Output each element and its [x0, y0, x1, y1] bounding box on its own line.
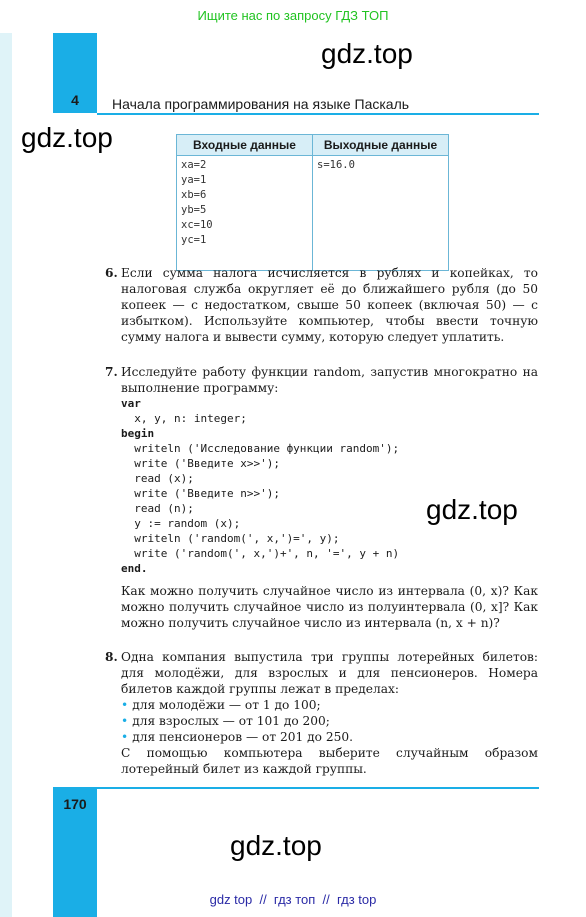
input-cell	[177, 156, 313, 271]
task-6	[105, 265, 538, 345]
bullet-item	[121, 729, 538, 745]
bullet-icon: •	[121, 730, 129, 744]
task-7-question	[121, 583, 538, 631]
input-line: yc=1	[181, 234, 207, 246]
question-text: Как можно получить случайное число из интервала (0, x)? Как можно получить случайное число из полуинтервала (0, x]? Как можно получить случайное число из интервала (n, x + n)?	[121, 584, 538, 630]
bullet-icon: •	[121, 698, 129, 712]
output-header: Выходные данные	[313, 135, 449, 156]
bullet-icon: •	[121, 714, 129, 728]
footer-rule	[97, 787, 539, 789]
input-header: Входные данные	[177, 135, 313, 156]
io-table	[176, 134, 449, 271]
task-intro: Исследуйте работу функции random, запустив многократно на выполнение программу:	[121, 365, 538, 395]
task-intro: Одна компания выпустила три группы лотерейных билетов: для молодёжи, для взрослых и для пенсионеров. Номера билетов каждой группы лежат в пределах:	[121, 650, 538, 696]
bullet-text: для взрослых — от 101 до 200;	[132, 714, 330, 728]
code-line: write ('random(', x,')+', n, '=', y + n)	[121, 547, 400, 560]
page-number: 170	[63, 796, 87, 812]
code-line: x, y, n: integer;	[121, 412, 247, 425]
input-line: xc=10	[181, 219, 213, 231]
code-line: var	[121, 397, 141, 410]
chapter-title: Начала программирования на языке Паскаль	[112, 96, 410, 112]
task-outro: С помощью компьютера выберите случайным образом лотерейный билет из каждой группы.	[121, 746, 538, 776]
input-line: ya=1	[181, 174, 207, 186]
watermark: gdz.top	[230, 830, 322, 861]
code-line: write ('Введите n>>');	[121, 487, 280, 500]
output-line: s=16.0	[317, 159, 355, 171]
code-line: read (n);	[121, 502, 194, 515]
watermark: gdz.top	[321, 38, 413, 69]
output-cell	[313, 156, 449, 271]
input-line: xb=6	[181, 189, 207, 201]
task-number: 7.	[105, 365, 118, 379]
task-number: 8.	[105, 650, 118, 664]
code-block	[121, 396, 399, 576]
watermark: gdz.top	[21, 122, 113, 153]
watermark: gdz.top	[426, 494, 518, 525]
left-margin-strip	[0, 33, 12, 917]
code-line: read (x);	[121, 472, 194, 485]
bullet-item	[121, 713, 538, 729]
code-line: end.	[121, 562, 148, 575]
task-number: 6.	[105, 266, 118, 280]
footer-links[interactable]: gdz top // гдз топ // гдз top	[209, 892, 377, 907]
task-text: Если сумма налога исчисляется в рублях и копейках, то налоговая служба округляет её до ближайшего рубля (до 50 копеек — с недостатком, свыше 50 копеек (включая 50) — с избытком). Используйте компьютер, чтобы ввести точную сумму налога и вывести сумму, которую следует уплатить.	[121, 266, 538, 344]
input-line: xa=2	[181, 159, 207, 171]
task-7	[105, 364, 538, 396]
code-line: writeln ('random(', x,')=', y);	[121, 532, 340, 545]
bullet-text: для молодёжи — от 1 до 100;	[132, 698, 321, 712]
code-line: write ('Введите x>>');	[121, 457, 280, 470]
code-line: y := random (x);	[121, 517, 241, 530]
top-banner[interactable]: Ищите нас по запросу ГДЗ ТОП	[197, 8, 389, 23]
chapter-number: 4	[71, 92, 79, 108]
bullet-text: для пенсионеров — от 201 до 250.	[132, 730, 353, 744]
bullet-item	[121, 697, 538, 713]
code-line: begin	[121, 427, 155, 440]
input-line: yb=5	[181, 204, 207, 216]
code-line: writeln ('Исследование функции random');	[121, 442, 400, 455]
task-8	[105, 649, 538, 777]
header-rule	[97, 113, 539, 115]
